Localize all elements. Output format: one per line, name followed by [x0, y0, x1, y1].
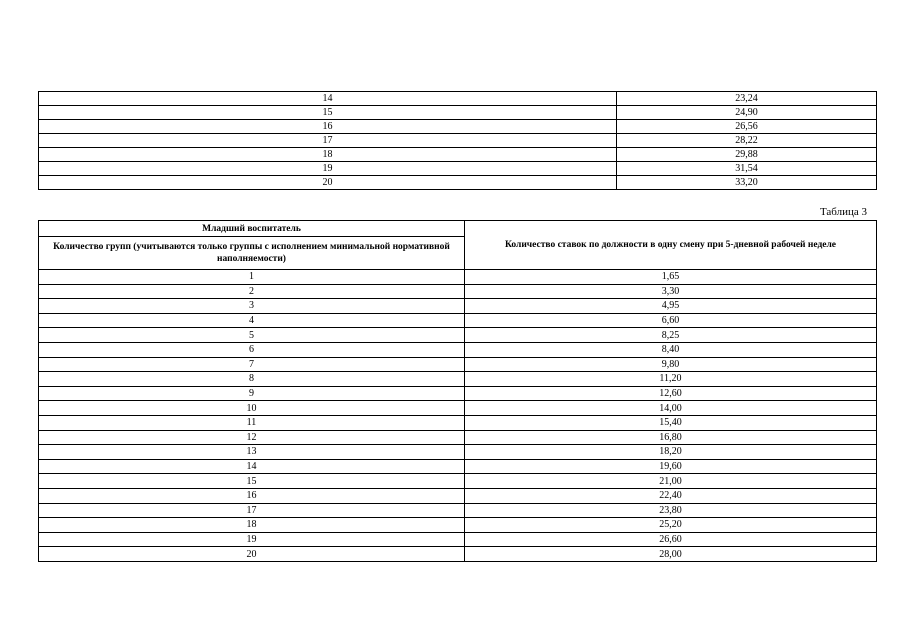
rates-column-header: Количество ставок по должности в одну смену при 5-дневной рабочей неделе: [465, 221, 877, 270]
groups-count-cell: 5: [39, 328, 465, 343]
rates-value-cell: 9,80: [465, 357, 877, 372]
table-row: [39, 284, 877, 299]
rates-value-cell: 24,90: [617, 106, 877, 120]
groups-count-cell: 9: [39, 386, 465, 401]
rates-value-cell: 6,60: [465, 313, 877, 328]
groups-count-cell: 13: [39, 445, 465, 460]
groups-count-cell: 15: [39, 106, 617, 120]
rates-value-cell: 21,00: [465, 474, 877, 489]
rates-value-cell: 8,40: [465, 342, 877, 357]
rates-value-cell: 23,80: [465, 503, 877, 518]
groups-count-cell: 10: [39, 401, 465, 416]
table-row: [39, 342, 877, 357]
groups-count-cell: 8: [39, 372, 465, 387]
continued-rates-table-body: [39, 92, 877, 190]
table-row: [39, 532, 877, 547]
groups-count-cell: 1: [39, 270, 465, 285]
table-row: [39, 474, 877, 489]
table-row: [39, 328, 877, 343]
table-row: [39, 430, 877, 445]
table-row: [39, 547, 877, 562]
position-header: Младший воспитатель: [39, 221, 465, 237]
rates-value-cell: 16,80: [465, 430, 877, 445]
groups-count-cell: 7: [39, 357, 465, 372]
table-row: [39, 445, 877, 460]
rates-value-cell: 4,95: [465, 299, 877, 314]
groups-count-cell: 17: [39, 503, 465, 518]
table-row: [39, 372, 877, 387]
groups-count-cell: 16: [39, 120, 617, 134]
groups-count-cell: 20: [39, 176, 617, 190]
rates-value-cell: 33,20: [617, 176, 877, 190]
rates-value-cell: 18,20: [465, 445, 877, 460]
groups-count-cell: 20: [39, 547, 465, 562]
table3-header: [39, 221, 877, 270]
groups-count-cell: 19: [39, 162, 617, 176]
table-row: [39, 313, 877, 328]
groups-count-cell: 11: [39, 415, 465, 430]
groups-count-cell: 16: [39, 488, 465, 503]
groups-count-cell: 12: [39, 430, 465, 445]
table-row: [39, 459, 877, 474]
table-row: [39, 488, 877, 503]
groups-count-cell: 17: [39, 134, 617, 148]
rates-value-cell: 26,60: [465, 532, 877, 547]
table-row: [39, 270, 877, 285]
table-row: [39, 299, 877, 314]
junior-teacher-rates-table: [38, 220, 877, 562]
rates-value-cell: 15,40: [465, 415, 877, 430]
groups-count-cell: 2: [39, 284, 465, 299]
table-row: [39, 120, 877, 134]
table-row: [39, 148, 877, 162]
groups-count-cell: 18: [39, 518, 465, 533]
rates-value-cell: 11,20: [465, 372, 877, 387]
groups-count-cell: 18: [39, 148, 617, 162]
table3-caption: Таблица 3: [819, 206, 867, 218]
groups-count-cell: 15: [39, 474, 465, 489]
table-row: [39, 176, 877, 190]
table-row: [39, 518, 877, 533]
rates-value-cell: 22,40: [465, 488, 877, 503]
table-row: [39, 106, 877, 120]
groups-count-cell: 6: [39, 342, 465, 357]
table-row: [39, 401, 877, 416]
rates-value-cell: 23,24: [617, 92, 877, 106]
groups-count-cell: 14: [39, 92, 617, 106]
rates-value-cell: 28,22: [617, 134, 877, 148]
groups-count-cell: 4: [39, 313, 465, 328]
table-row: [39, 415, 877, 430]
rates-value-cell: 26,56: [617, 120, 877, 134]
groups-column-header: Количество групп (учитываются только группы с исполнением минимальной нормативной наполняемости): [39, 237, 465, 270]
groups-count-cell: 3: [39, 299, 465, 314]
continued-rates-table: [38, 91, 877, 190]
rates-value-cell: 28,00: [465, 547, 877, 562]
table-row: [39, 386, 877, 401]
rates-value-cell: 12,60: [465, 386, 877, 401]
rates-value-cell: 1,65: [465, 270, 877, 285]
rates-value-cell: 31,54: [617, 162, 877, 176]
table-row: [39, 92, 877, 106]
rates-value-cell: 8,25: [465, 328, 877, 343]
groups-count-cell: 19: [39, 532, 465, 547]
table-row: [39, 357, 877, 372]
rates-value-cell: 19,60: [465, 459, 877, 474]
table-row: [39, 134, 877, 148]
table-row: [39, 503, 877, 518]
rates-value-cell: 25,20: [465, 518, 877, 533]
rates-value-cell: 3,30: [465, 284, 877, 299]
table-row: [39, 162, 877, 176]
rates-value-cell: 14,00: [465, 401, 877, 416]
rates-value-cell: 29,88: [617, 148, 877, 162]
table3-body: [39, 270, 877, 562]
groups-count-cell: 14: [39, 459, 465, 474]
